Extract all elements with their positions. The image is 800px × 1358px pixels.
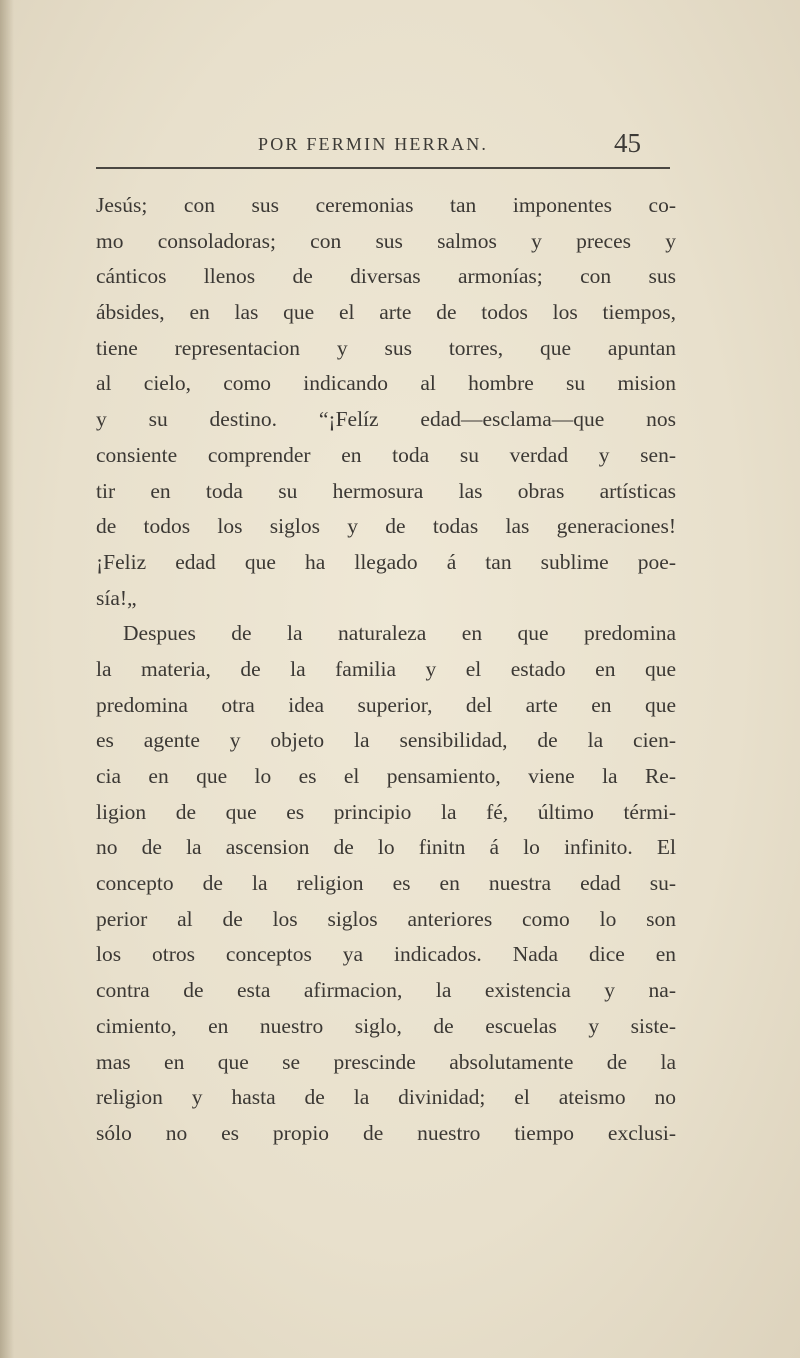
- text-line: Jesús; con sus ceremonias tan imponentes co-: [96, 193, 676, 217]
- text-line: contra de esta afirmacion, la existencia y na-: [96, 978, 676, 1003]
- text-line: los otros conceptos ya indicados. Nada dice en: [96, 942, 676, 967]
- paragraph-start-line: Despues de la naturaleza en que predomina: [123, 621, 676, 646]
- text-line: mo consoladoras; con sus salmos y preces y: [96, 228, 676, 253]
- text-line: ábsides, en las que el arte de todos los tiempos,: [96, 300, 676, 325]
- text-line: la materia, de la familia y el estado en que: [96, 656, 676, 681]
- text-line: no de la ascension de lo finitn á lo infinito. El: [96, 835, 676, 860]
- header-rule: [96, 167, 670, 169]
- text-line: predomina otra idea superior, del arte en que: [96, 692, 676, 717]
- text-line: cia en que lo es el pensamiento, viene la Re-: [96, 764, 676, 788]
- text-line: sólo no es propio de nuestro tiempo exclusi-: [96, 1120, 676, 1145]
- paragraph-end-line: sía!„: [96, 585, 137, 610]
- text-line: ligion de que es principio la fé, último térmi-: [96, 799, 676, 824]
- body-text: [96, 188, 676, 1152]
- page-header: [96, 128, 670, 160]
- text-line: es agente y objeto la sensibilidad, de la cien-: [96, 728, 676, 753]
- text-line: concepto de la religion es en nuestra edad su-: [96, 871, 676, 896]
- text-line: y su destino. “¡Felíz edad—esclama—que nos: [96, 407, 676, 432]
- text-line: tir en toda su hermosura las obras artísticas: [96, 478, 676, 503]
- binding-gutter: [0, 0, 14, 1358]
- text-line: al cielo, como indicando al hombre su mision: [96, 371, 676, 396]
- text-line: cimiento, en nuestro siglo, de escuelas y siste-: [96, 1013, 676, 1038]
- text-line: perior al de los siglos anteriores como lo son: [96, 906, 676, 931]
- text-line: consiente comprender en toda su verdad y sen-: [96, 442, 676, 467]
- text-line: de todos los siglos y de todas las generaciones!: [96, 514, 676, 539]
- page-number: 45: [614, 128, 641, 158]
- text-line: tiene representacion y sus torres, que apuntan: [96, 335, 676, 360]
- text-line: religion y hasta de la divinidad; el ateismo no: [96, 1085, 676, 1110]
- running-head: POR FERMIN HERRAN.: [258, 134, 489, 154]
- text-line: ¡Feliz edad que ha llegado á tan sublime poe-: [96, 549, 676, 574]
- text-line: mas en que se prescinde absolutamente de la: [96, 1049, 676, 1074]
- text-line: cánticos llenos de diversas armonías; con sus: [96, 264, 676, 289]
